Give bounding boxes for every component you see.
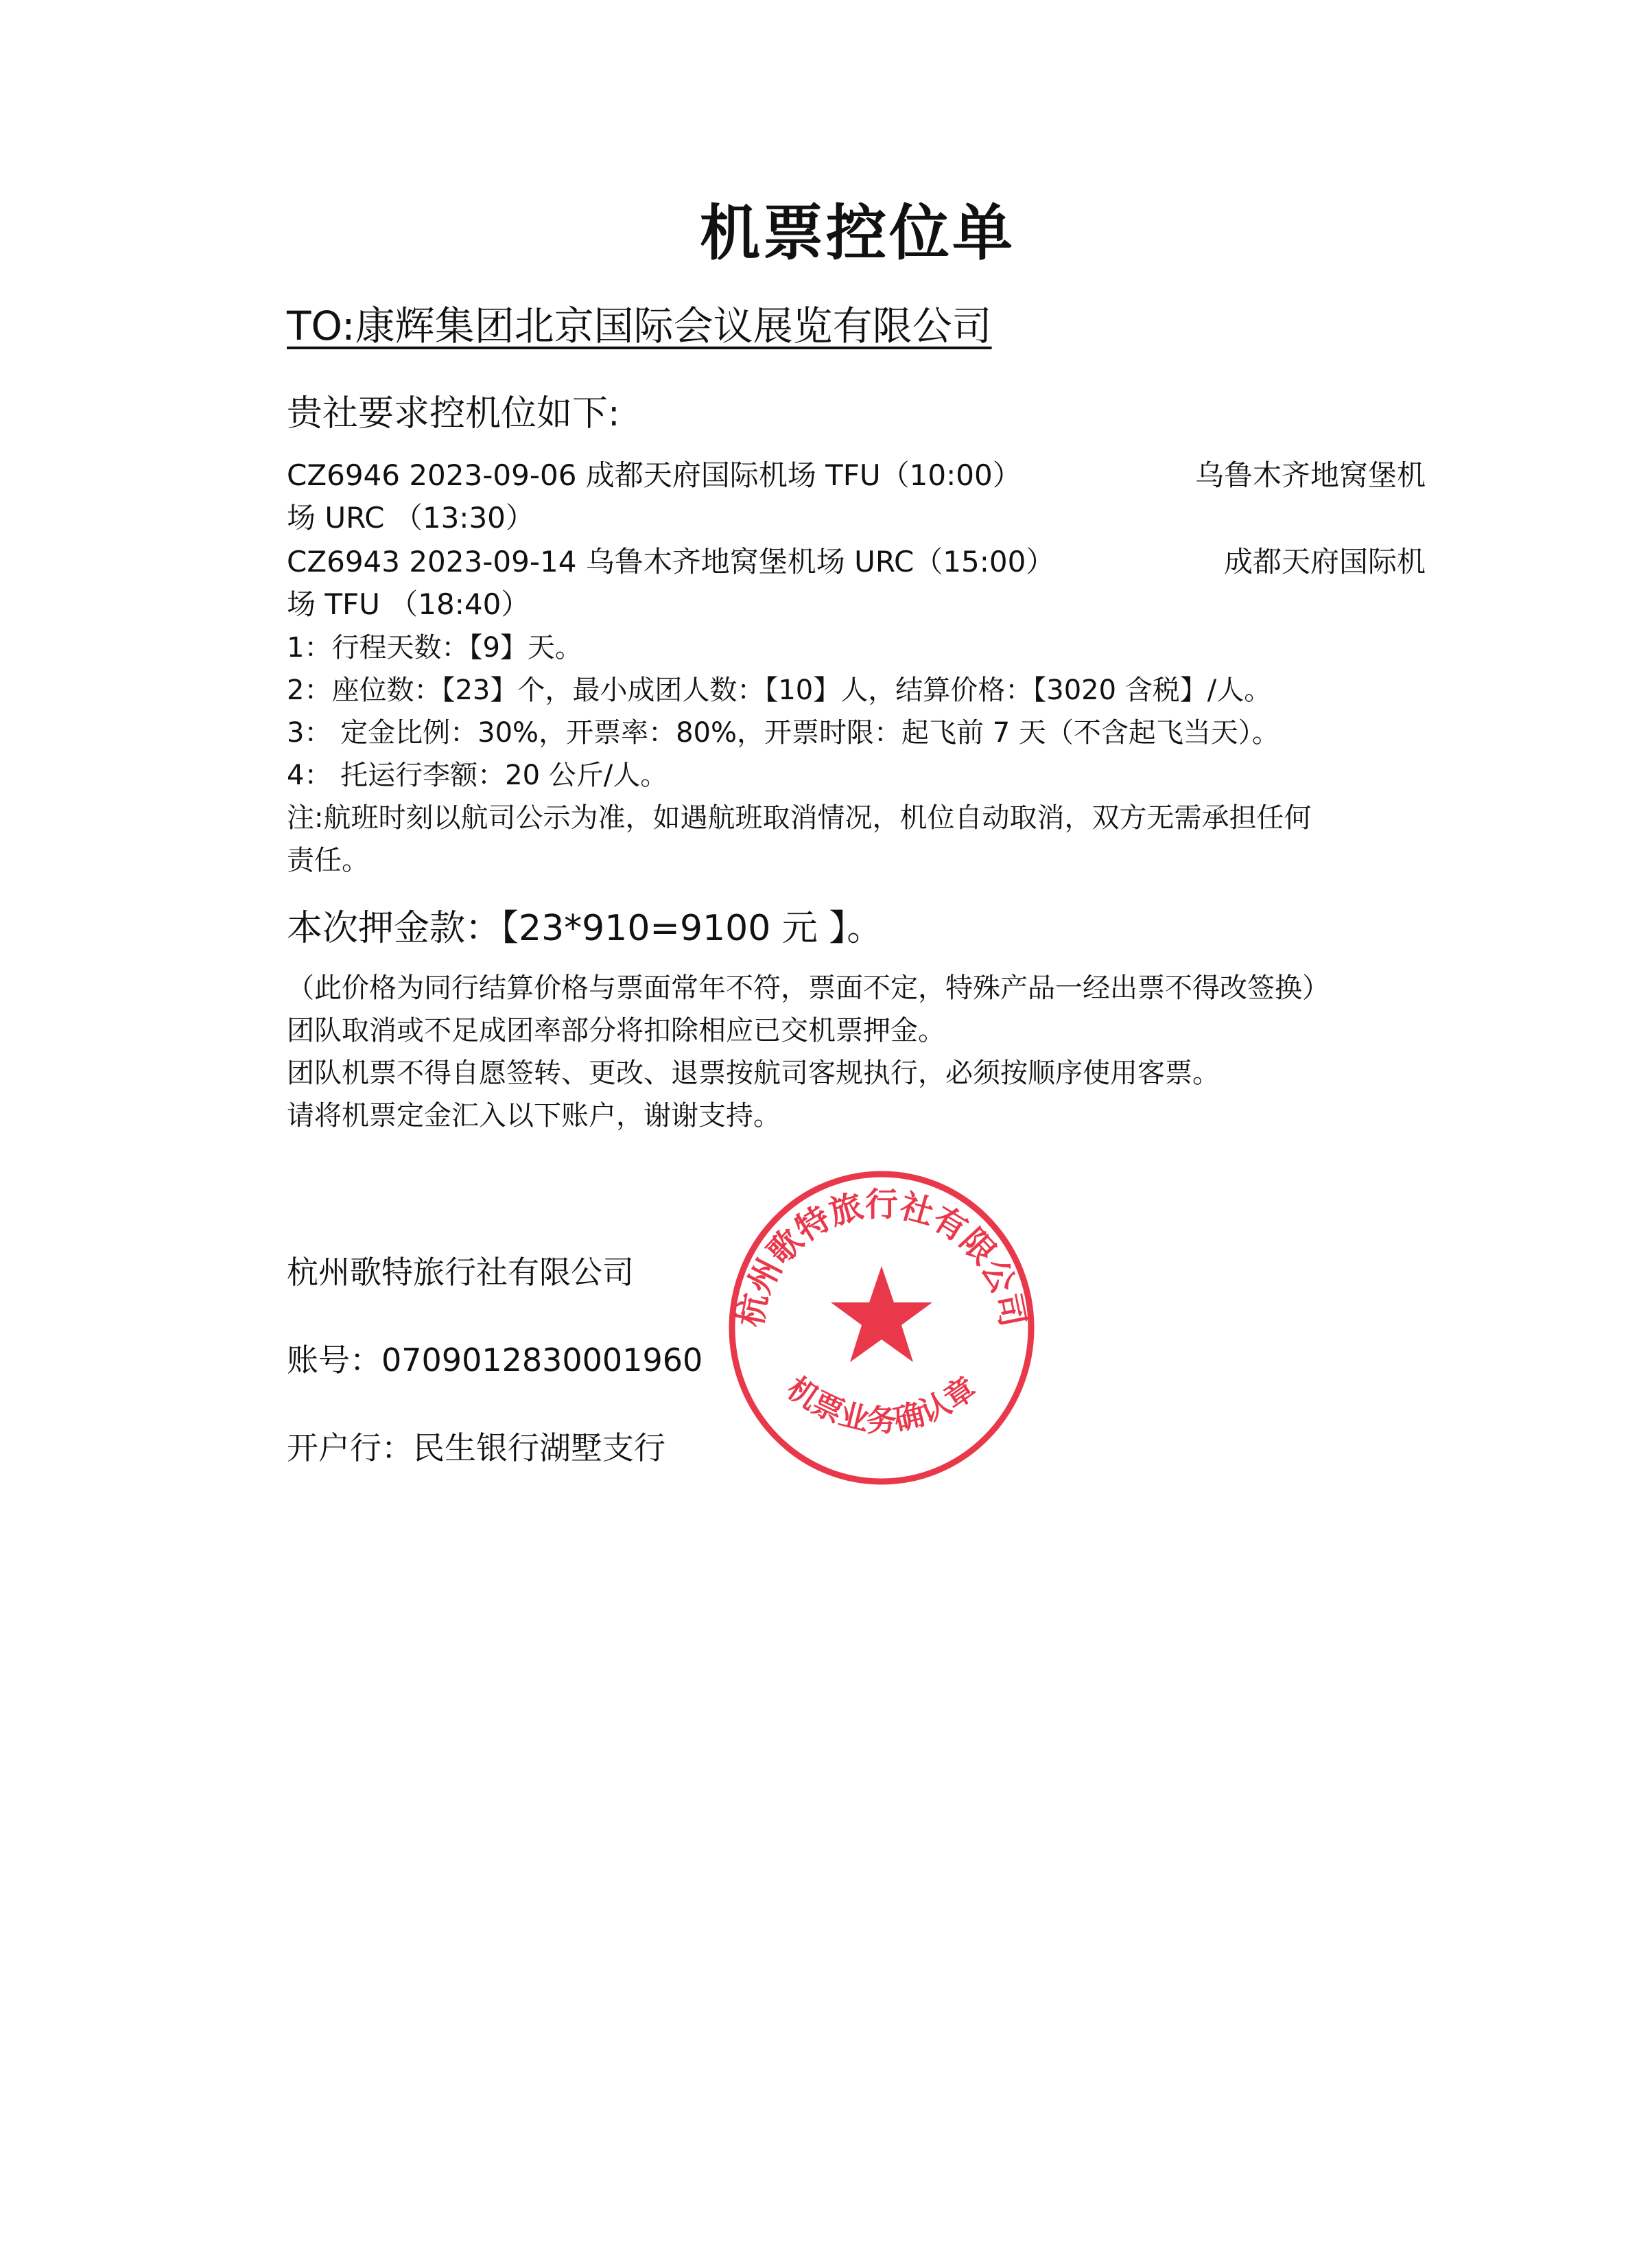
note-line-1: 注:航班时刻以航司公示为准，如遇航班取消情况，机位自动取消，双方无需承担任何: [287, 802, 1312, 834]
remark-2: 团队取消或不足成团率部分将扣除相应已交机票押金。: [287, 1015, 945, 1046]
term-3: 3： 定金比例：30%，开票率：80%，开票时限：起飞前 7 天（不含起飞当天）。: [287, 717, 1279, 749]
remark-1: （此价格为同行结算价格与票面常年不符，票面不定，特殊产品一经出票不得改签换）: [287, 972, 1330, 1004]
company-name: 杭州歌特旅行社有限公司: [287, 1254, 634, 1291]
deposit-amount: 本次押金款：【23*910=9100 元 】。: [287, 908, 883, 949]
flight-2-departure: CZ6943 2023-09-14 乌鲁木齐地窝堡机场 URC（15:00）: [287, 545, 1055, 578]
term-4: 4： 托运行李额：20 公斤/人。: [287, 760, 668, 791]
flight-2-line-1: [287, 539, 1426, 581]
recipient-line: TO:康辉集团北京国际会议展览有限公司: [287, 303, 992, 349]
request-intro: 贵社要求控机位如下:: [287, 393, 620, 434]
document-title: 机票控位单: [699, 197, 1015, 268]
svg-text:机票业务确认章: [781, 1370, 982, 1438]
bank-branch: 开户行：民生银行湖墅支行: [287, 1429, 665, 1466]
seal-outer-text: 杭州歌特旅行社有限公司: [731, 1185, 1032, 1331]
seal-graphic: [720, 1163, 1043, 1493]
flight-1-arrival: 乌鲁木齐地窝堡机: [1194, 458, 1426, 492]
remark-4: 请将机票定金汇入以下账户，谢谢支持。: [287, 1100, 781, 1132]
flight-1-line-2: 场 URC （13:30）: [287, 501, 534, 535]
term-1: 1：行程天数：【9】天。: [287, 632, 582, 664]
flight-1-line-1: [287, 453, 1426, 494]
flight-2-line-2: 场 TFU （18:40）: [287, 587, 530, 621]
term-2: 2：座位数：【23】个，最小成团人数：【10】人，结算价格：【3020 含税】/人。: [287, 675, 1272, 706]
account-number: 账号：0709012830001960: [287, 1342, 703, 1379]
flight-2-arrival: 成都天府国际机: [1223, 545, 1426, 578]
note-line-2: 责任。: [287, 845, 369, 876]
company-seal: [720, 1163, 1043, 1493]
flight-1-departure: CZ6946 2023-09-06 成都天府国际机场 TFU（10:00）: [287, 458, 1022, 492]
remark-3: 团队机票不得自愿签转、更改、退票按航司客规执行，必须按顺序使用客票。: [287, 1057, 1220, 1089]
seal-inner-text: 机票业务确认章: [780, 1370, 983, 1438]
